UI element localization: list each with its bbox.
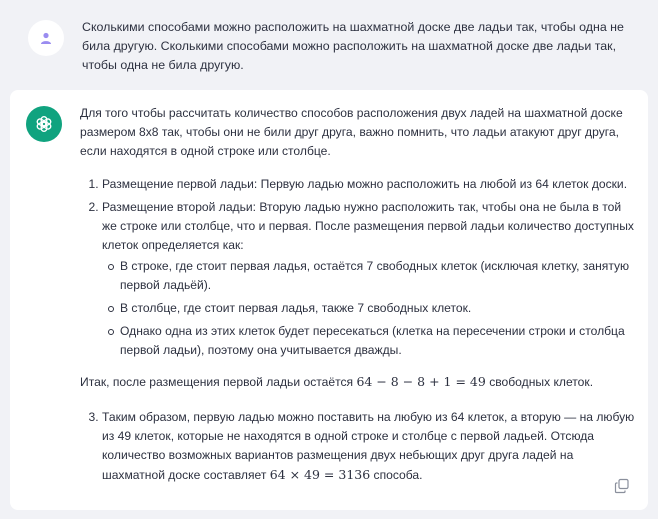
step-3 [102,408,636,485]
user-avatar [28,20,64,56]
summary-formula: 64 − 8 − 8 + 1 = 49 [356,374,486,389]
user-message [10,6,650,84]
step-2-text: Размещение второй ладьи: Вторую ладью нужно расположить так, чтобы она не была в той же строке или столбце, что и первая. После размещения первой ладьи количество доступных клеток определяется как: [102,200,634,252]
assistant-message [10,90,648,510]
summary-text-before: Итак, после размещения первой ладьи остаётся [80,375,357,389]
steps-list-continued [80,408,636,485]
answer-intro: Для того чтобы рассчитать количество способов расположения двух ладей на шахматной доске размером 8х8 так, чтобы они не били друг друга, важно помнить, что ладьи атакуют друг друга, если находятся в одной строке или столбце. [80,106,623,158]
user-message-text: Сколькими способами можно расположить на шахматной доске две ладьи так, чтобы одна не била другую. Сколькими способами можно расположить на шахматной доске две ладьи так, чтобы одна не била другую. [82,20,624,72]
copy-icon [614,478,630,494]
bullet-column: В столбце, где стоит первая ладья, также 7 свободных клеток. [120,299,636,318]
assistant-message-body [80,104,636,489]
assistant-avatar [26,106,62,142]
step-3-text-after: способа. [370,468,423,482]
step-1: 1. Размещение первой ладьи: Первую ладью можно расположить на любой из 64 клеток доски. [102,175,636,194]
summary-text-after: свободных клеток. [485,375,594,389]
step-3-formula: 64 × 49 = 3136 [269,467,371,482]
steps-list [80,175,636,360]
user-icon [39,31,53,45]
openai-logo-icon [33,113,55,135]
step-2-bullets [102,257,636,360]
bullet-row: В строке, где стоит первая ладья, остаётся 7 свободных клеток (исключая клетку, занятую первой ладьёй). [120,257,636,295]
step-2 [102,198,636,360]
bullet-intersection: Однако одна из этих клеток будет пересекаться (клетка на пересечении строки и столбца первой ладьи), поэтому она учитывается дважды. [120,322,636,360]
copy-button[interactable] [614,478,630,494]
summary-paragraph [80,372,636,392]
step-3-text-before: Таким образом, первую ладью можно поставить на любую из 64 клеток, а вторую — на любую из 49 клеток, которые не находятся в одной строке и столбце с первой ладьей. Отсюда количество возможных вариантов размещения двух небьющих друг друга ладей на шахматной доске составляет [102,410,635,482]
